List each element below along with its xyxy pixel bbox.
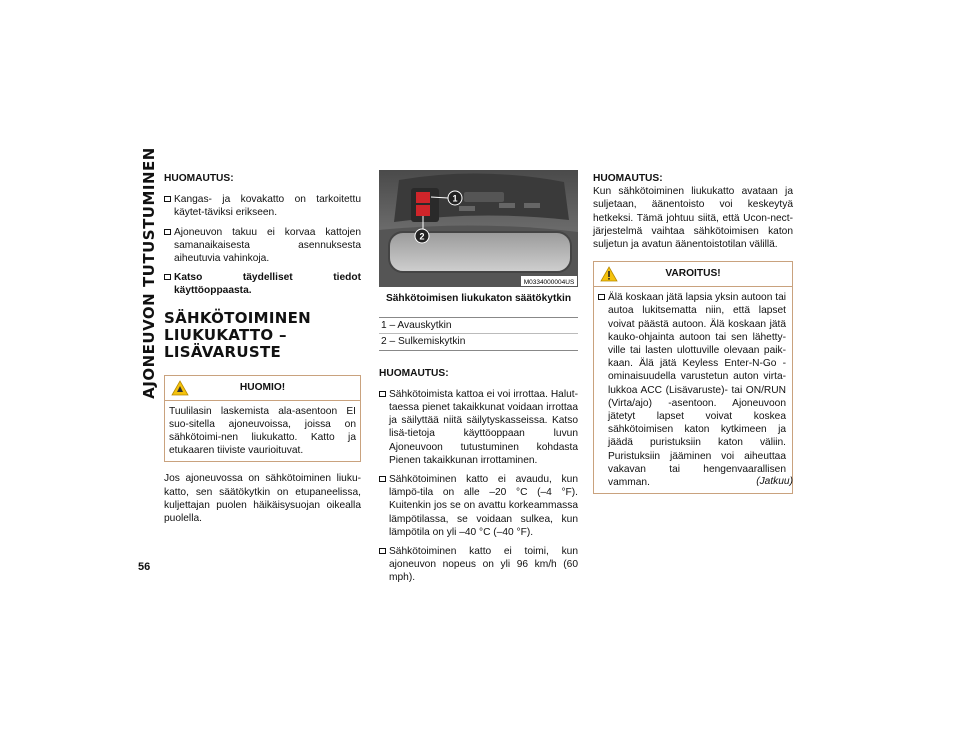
warning-text: Älä koskaan jätä lapsia yksin autoon tai autoa lukitsematta niin, että lapset voivat päästä autoon. Älä koskaan jätä kauko-ohjainta autoon tai sen lähetty-ville tai lasten ulottuville olevaan paik-kaan. Älä jätä Keyless Enter-N-Go -ominaisuudella varustetun auton virta-lukkoa ACC (Lisävaruste)- tai ON/RUN (Virta/ajo) -asentoon. Ajoneuvoon jätetyt lapset voivat koskea sähkötoimisen katon kytkimeen ja jäädä puristuksiin katon väliin. Puristuksiin jääminen voi aiheuttaa vakavan tai hengenvaarallisen vamman. bbox=[608, 292, 786, 489]
checkbox-bullet-icon bbox=[379, 476, 386, 482]
list-item bbox=[164, 193, 361, 219]
overhead-console-illustration bbox=[379, 170, 578, 287]
list-item bbox=[379, 473, 578, 539]
legend-item: 2 – Sulkemiskytkin bbox=[381, 336, 466, 348]
checkbox-bullet-icon bbox=[379, 548, 386, 554]
warning-box bbox=[593, 261, 793, 494]
legend-item: 1 – Avauskytkin bbox=[379, 318, 578, 334]
note-heading: HUOMAUTUS: bbox=[593, 173, 663, 184]
checkbox-bullet-icon bbox=[598, 294, 605, 300]
list-item bbox=[379, 388, 578, 467]
caution-label: HUOMIO! bbox=[239, 381, 286, 393]
image-code: M0334000004US bbox=[523, 279, 575, 286]
callout-1-label: 1 bbox=[452, 193, 458, 204]
open-switch-icon bbox=[416, 192, 430, 203]
checkbox-bullet-icon bbox=[164, 274, 171, 280]
column-2 bbox=[379, 172, 578, 591]
caution-box bbox=[164, 375, 361, 463]
list-item bbox=[164, 271, 361, 297]
note-heading: HUOMAUTUS: bbox=[379, 367, 449, 379]
warning-label: VAROITUS! bbox=[665, 268, 721, 280]
list-item bbox=[379, 545, 578, 585]
page-number: 56 bbox=[138, 561, 151, 573]
side-section-tab bbox=[138, 147, 160, 399]
switch-photo bbox=[379, 170, 578, 287]
continued-label: (Jatkuu) bbox=[756, 476, 793, 487]
close-switch-icon bbox=[416, 205, 430, 216]
caution-header bbox=[165, 376, 360, 401]
list-item-text: Kangas- ja kovakatto on tarkoitettu käytet-täviksi erikseen. bbox=[174, 194, 361, 219]
callout-2-label: 2 bbox=[419, 231, 425, 242]
side-tab-label: AJONEUVON TUTUSTUMINEN bbox=[140, 147, 158, 399]
list-item-text: Ajoneuvon takuu ei korvaa kattojen samanaikaisesta asennuksesta aiheutuvia vahinkoja. bbox=[174, 226, 361, 265]
figure-caption: Sähkötoimisen liukukaton säätökytkin bbox=[385, 293, 572, 304]
figure-legend bbox=[379, 317, 578, 350]
column-1 bbox=[164, 172, 361, 525]
checkbox-bullet-icon bbox=[164, 229, 171, 235]
column-3 bbox=[593, 172, 793, 492]
body-paragraph: Jos ajoneuvossa on sähkötoiminen liuku-katto, sen säätökytkin on etupaneelissa, kuljettajan puolen häikäisysuojan oikealla puolella. bbox=[164, 473, 361, 525]
list-item-text: Sähkötoiminen katto ei avaudu, kun lämpö-tila on alle –20 °C (–4 °F). Kuitenkin jos se on avattu korkeammassa lämpötilassa, se voidaan sulkea, kun lämpötila on yli –40 °C (–40 °F). bbox=[389, 474, 578, 538]
warning-header bbox=[594, 262, 792, 287]
list-item bbox=[598, 291, 786, 489]
checkbox-bullet-icon bbox=[164, 196, 171, 202]
warning-content bbox=[594, 287, 792, 493]
body-paragraph: Kun sähkötoiminen liukukatto avataan ja suljetaan, äänentoisto voi keskeytyä hetkeksi. Tämä johtuu siitä, että Ucon-nect-järjestelmä vaihtaa sähkötoimisen katon suljetun ja avatun äänentoistotilan välillä. bbox=[593, 186, 793, 251]
checkbox-bullet-icon bbox=[379, 391, 386, 397]
caution-text: Tuulilasin laskemista ala-asentoon EI suo-sitella ajoneuvoissa, joissa on sähkötoimi-nen liukukatto. Katto ja etukaaren tiiviste vaurioituvat. bbox=[169, 405, 356, 457]
list-item bbox=[164, 226, 361, 266]
note-heading: HUOMAUTUS: bbox=[164, 173, 234, 184]
list-item-text: Katso täydelliset tiedot käyttöoppaasta. bbox=[174, 272, 361, 297]
section-title: SÄHKÖTOIMINEN LIUKUKATTO – LISÄVARUSTE bbox=[164, 308, 311, 361]
list-item-text: Sähkötoiminen katto ei toimi, kun ajoneuvon nopeus on yli 96 km/h (60 mph). bbox=[389, 546, 578, 584]
list-item-text: Sähkötoimista kattoa ei voi irrottaa. Halut-taessa pienet takaikkunat voidaan irrottaa ja säilyttää niitä säilytyskasseissa. Katso lisä-tietoja käyttöoppaan luvun Ajoneuvoon tutustuminen kohdasta Pienen takaikkunan irrottaminen. bbox=[389, 388, 578, 466]
